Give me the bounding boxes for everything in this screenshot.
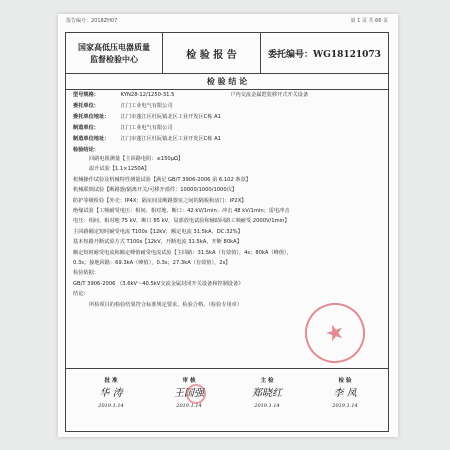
client-row	[73, 101, 381, 112]
content-line: 额定短时耐受电流和额定峰值耐受电流试验【主回路：31.5kA（有效值），4s；80kA（峰值），	[73, 249, 292, 256]
page-number: 第 1 页 共 66 页	[350, 18, 388, 24]
manufacturer-label: 制造单位：	[73, 125, 99, 131]
content-line: 温升试验【1.1×1250A】	[89, 166, 150, 173]
manufacturer-value: 江门工业电气有限公司	[120, 125, 173, 131]
content-line: 机械联锁试验【断路器/隔离开关/可移开部件：10000/1000/1000次】	[73, 187, 238, 194]
report-number: 报告编号：2018ZH07	[66, 18, 118, 24]
approval-stamp	[186, 384, 206, 404]
client-value: 江门工业电气有限公司	[120, 103, 173, 109]
conclusion-label: 检验结论：	[73, 147, 99, 153]
content-line: 所检项目的检验结果符合标准规定要求，检验合格。（检验专用章）	[89, 301, 243, 308]
model-row	[73, 90, 381, 101]
client-address-value: 江门市蓬江区杜阮镇北区工业开发区C栋 A1	[120, 114, 221, 120]
signature-name: 华 涛	[99, 388, 123, 399]
manufacturer-address-label: 制造单位地址：	[73, 136, 110, 142]
sample-information	[66, 90, 388, 156]
client-label: 委托单位：	[73, 103, 99, 109]
content-line: 回路电阻测量【主回路电阻：≤150μΩ】	[89, 156, 184, 162]
content-line: 检验依据：	[73, 270, 99, 277]
content-line: 结论：	[73, 291, 89, 298]
client-address-row	[73, 112, 381, 123]
signature-inspector	[306, 377, 384, 410]
manufacturer-address-row	[73, 134, 381, 145]
signature-date: 2019.1.14	[254, 403, 280, 409]
signature-role: 审 核	[182, 378, 196, 384]
content-line: GB/T 3906-2006 《3.6kV～40.5kV交流金属封闭开关设备和控制设备》	[73, 280, 244, 287]
content-line: 电压：相间、相对地 75 kV，断口 85 kV，局部放电试验和辅助回路工频耐受 2000V/1min】	[73, 218, 290, 225]
signature-role: 主 检	[260, 378, 274, 384]
inspection-report-page	[58, 14, 398, 437]
signature-role: 检 验	[338, 378, 352, 384]
report-frame	[65, 32, 389, 432]
conclusion-title: 检 验 结 论	[66, 74, 388, 90]
report-header	[66, 33, 388, 74]
inspection-stamp: ★	[297, 295, 373, 371]
report-title: 检 验 报 告	[163, 33, 261, 73]
content-line: 机械操作试验及机械特性测量试验【满足 GB/T 3906-2006 第 6.102 条款】	[73, 176, 251, 183]
commission-number: 委托编号：WG18121073	[268, 49, 381, 60]
report-top-line	[58, 14, 398, 26]
content-line: 基本短路开断试验方式 T100s【12kV，开断电流 31.5kA，开断 80kA】	[73, 239, 242, 246]
signature-main-inspector	[228, 377, 306, 410]
signature-role: 批 准	[104, 378, 118, 384]
manufacturer-address-value: 江门市蓬江区杜阮镇北区工业开发区C栋 A1	[120, 136, 221, 142]
signature-footer	[66, 368, 388, 431]
inspection-conclusion-content	[73, 154, 381, 310]
manufacturer-row	[73, 123, 381, 134]
signature-date: 2019.1.14	[332, 403, 358, 409]
content-line: 绝缘试验【工频耐受电压：相间、相对地、断口：42 kV/1min；冲击 48 kV/1min；雷电冲击	[73, 208, 290, 215]
signature-date: 2019.1.14	[98, 403, 124, 409]
signature-name: 郑晓红	[252, 388, 282, 399]
content-line: 0.3s；接地回路：69.3kA（峰值），0.3s；27.3kA（有效值），2s】	[73, 260, 231, 267]
organization-line-1: 国家高低压电器质量	[78, 42, 150, 52]
signature-date: 2019.1.14	[176, 403, 202, 409]
content-line: 主回路额定短时耐受电流 T100s【12kV，额定电流 31.5kA，DC:32%】	[73, 228, 243, 235]
signature-grid	[66, 377, 388, 419]
signature-name: 王国强	[174, 388, 204, 399]
organization-line-2: 监督检验中心	[90, 54, 138, 64]
sample-name: 户内交流金属铠装移开式开关设备	[230, 92, 309, 98]
organization-name	[66, 33, 163, 73]
model-label: 型号规格：	[73, 92, 99, 98]
signature-name: 李 凤	[333, 388, 357, 399]
signature-approve	[72, 377, 150, 410]
model-value: KYN28-12/1250-31.5	[120, 92, 175, 98]
content-line: 防护等级检验【外壳：IP4X；隔室间及断路器室之间的隔板和活门：IP2X】	[73, 197, 247, 204]
client-address-label: 委托单位地址：	[73, 114, 110, 120]
